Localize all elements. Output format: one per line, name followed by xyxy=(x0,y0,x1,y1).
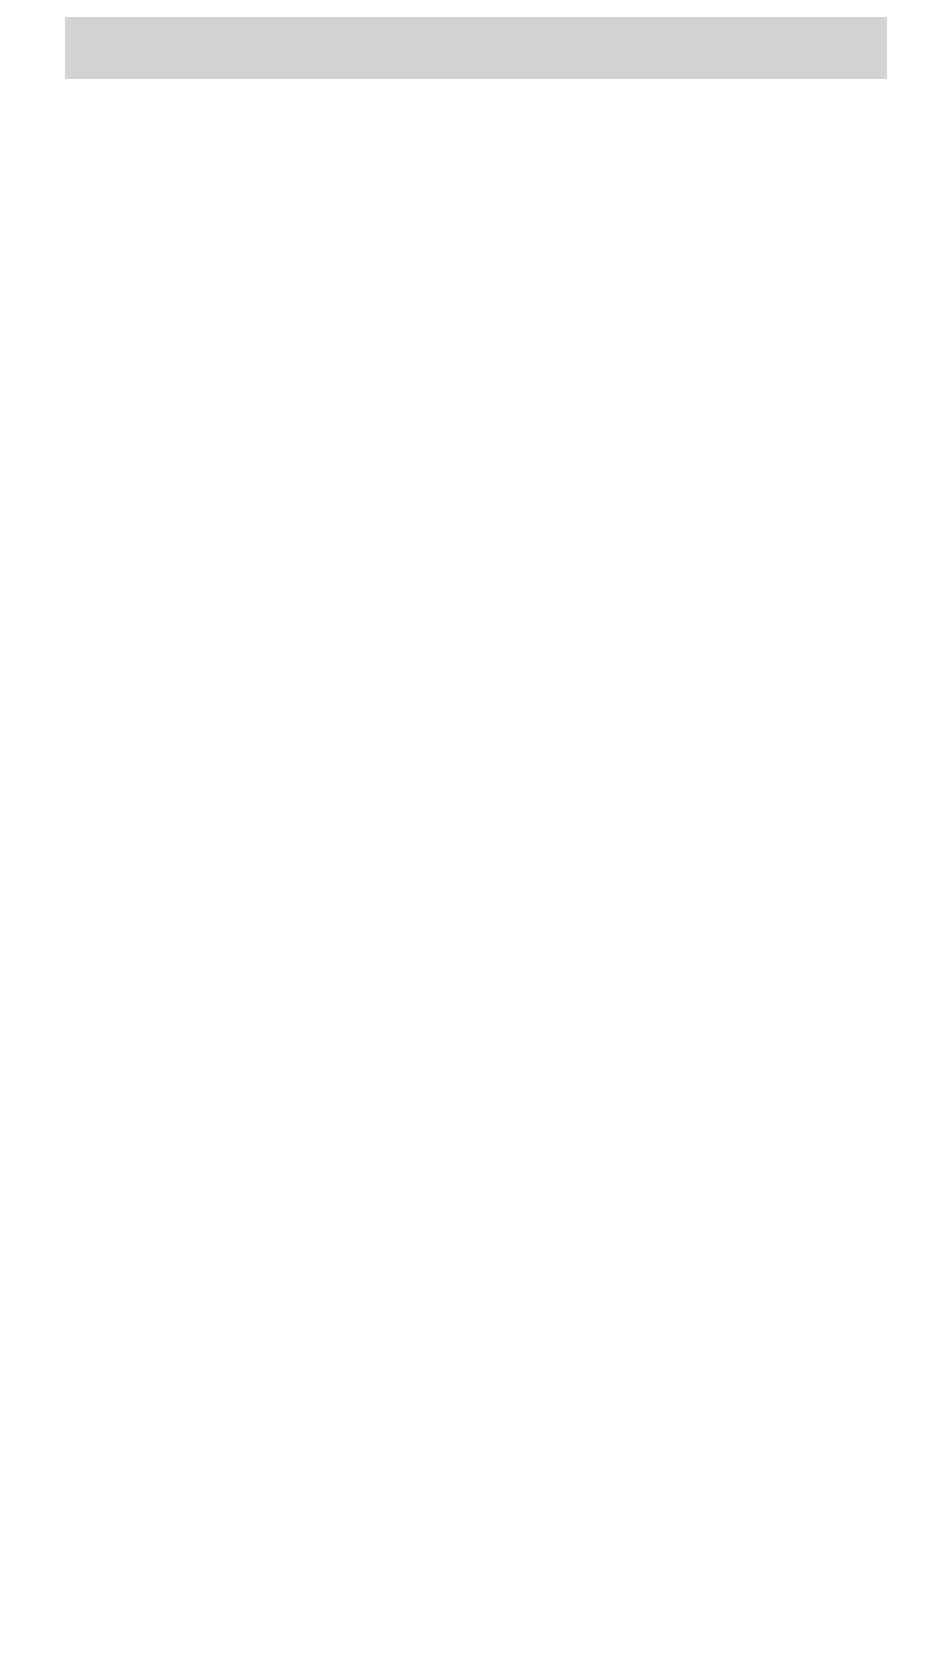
day-banner xyxy=(65,17,887,79)
